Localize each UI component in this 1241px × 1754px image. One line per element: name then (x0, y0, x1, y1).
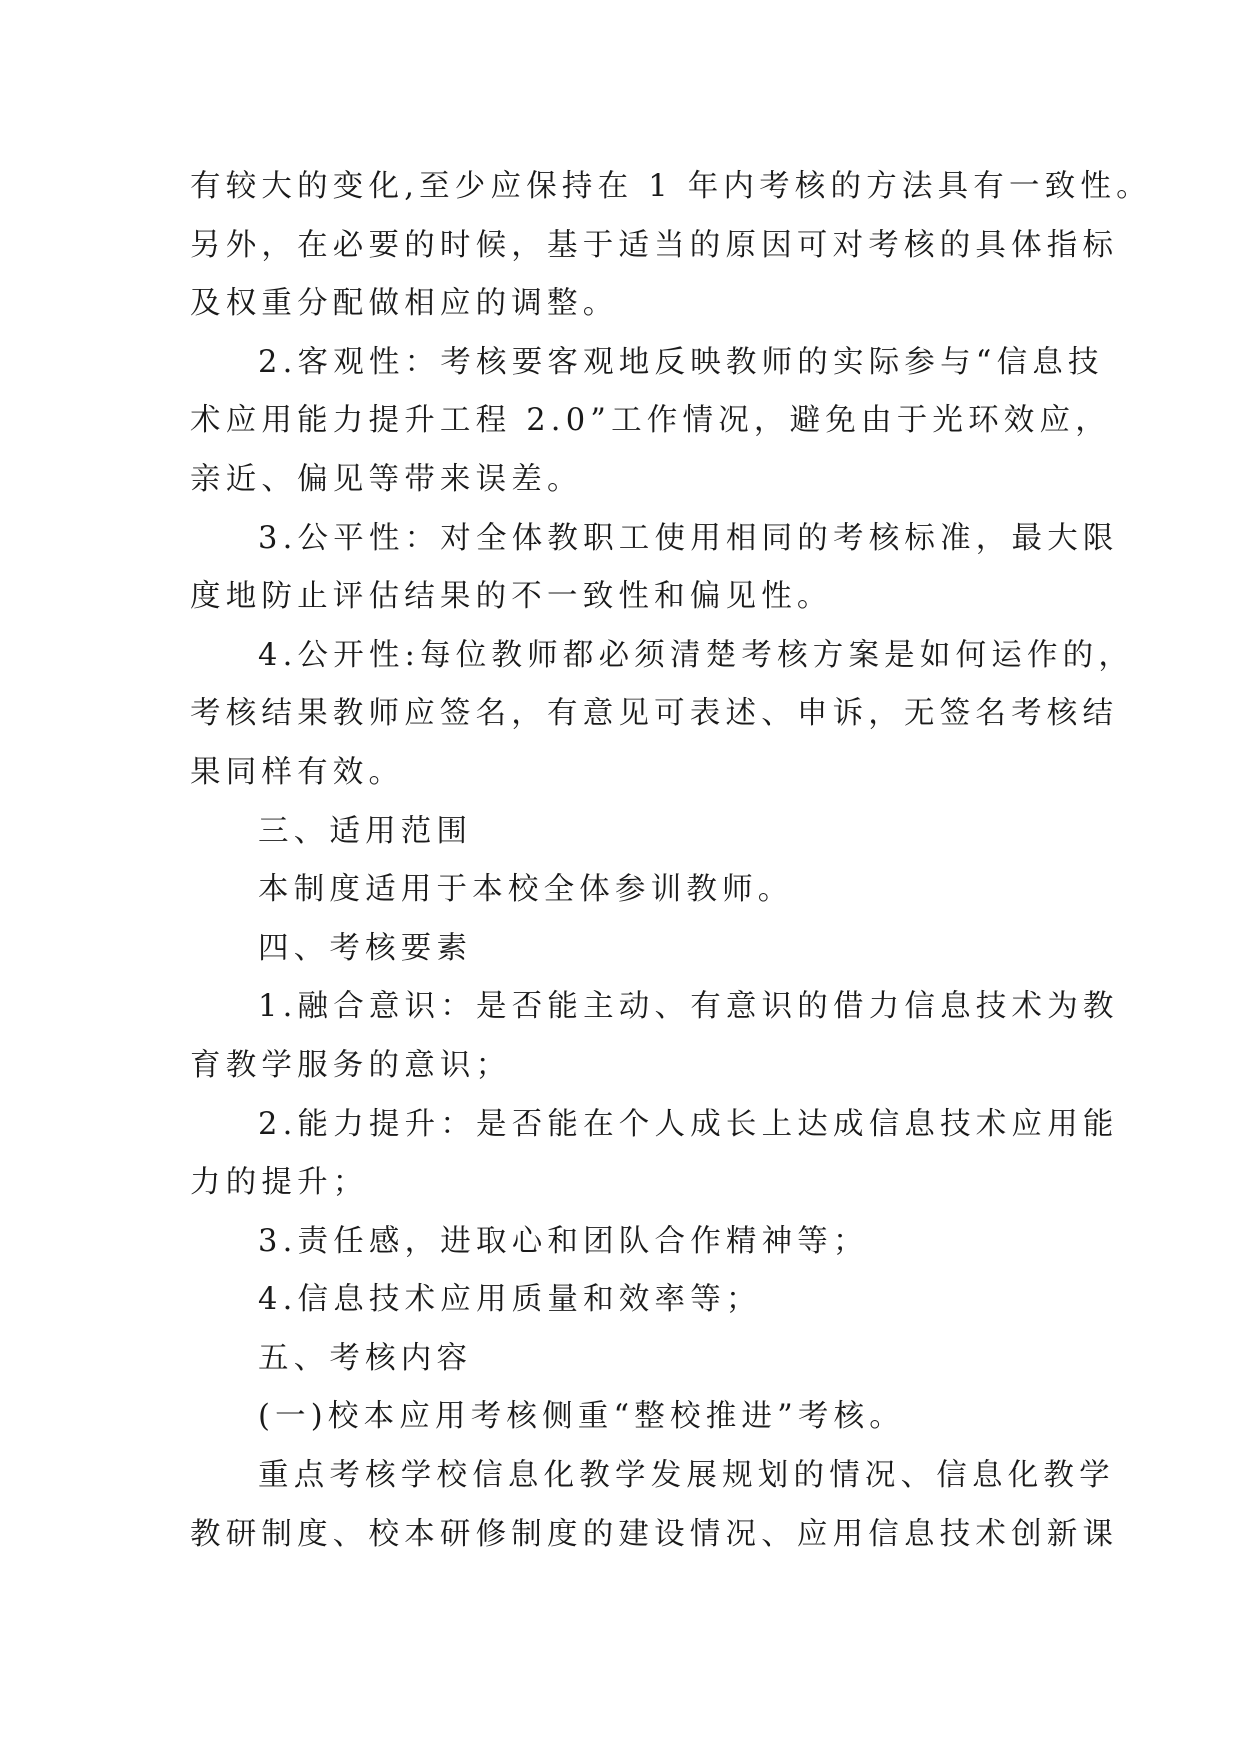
list-item-fairness: 3.公平性：对全体教职工使用相同的考核标准，最大限 (258, 520, 1119, 556)
section-heading-elements: 四、考核要素 (258, 930, 473, 966)
body-text-line: 有较大的变化,至少应保持在 1 年内考核的方法具有一致性。 (190, 169, 1152, 204)
body-text-line: 果同样有效。 (190, 754, 405, 790)
section-heading-scope: 三、适用范围 (258, 813, 473, 849)
body-text-line: 及权重分配做相应的调整。 (190, 286, 619, 322)
body-text-line: 力的提升； (190, 1165, 369, 1201)
list-item-ability: 2.能力提升：是否能在个人成长上达成信息技术应用能 (258, 1106, 1119, 1142)
list-item-objectivity: 2.客观性：考核要客观地反映教师的实际参与“信息技 (258, 344, 1104, 380)
body-text-line: 本制度适用于本校全体参训教师。 (258, 872, 794, 908)
section-heading-content: 五、考核内容 (258, 1340, 473, 1376)
list-item-responsibility: 3.责任感，进取心和团队合作精神等； (258, 1223, 869, 1259)
document-body (190, 158, 1152, 1564)
body-text-line: 另外，在必要的时候，基于适当的原因可对考核的具体指标 (190, 227, 1119, 263)
body-text-line: 度地防止评估结果的不一致性和偏见性。 (190, 579, 833, 615)
body-text-line: 重点考核学校信息化教学发展规划的情况、信息化教学 (258, 1458, 1115, 1494)
body-text-line: 考核结果教师应签名，有意见可表述、申诉，无签名考核结 (190, 696, 1119, 732)
body-text-line: 术应用能力提升工程 2.0”工作情况，避免由于光环效应， (190, 403, 1111, 439)
list-item-integration: 1.融合意识：是否能主动、有意识的借力信息技术为教 (258, 989, 1119, 1025)
body-text-line: 亲近、偏见等带来误差。 (190, 461, 583, 497)
subsection-heading: (一)校本应用考核侧重“整校推进”考核。 (258, 1399, 905, 1435)
list-item-openness: 4.公开性:每位教师都必须清楚考核方案是如何运作的， (258, 637, 1135, 673)
list-item-quality: 4.信息技术应用质量和效率等； (258, 1282, 762, 1318)
body-text-line: 教研制度、校本研修制度的建设情况、应用信息技术创新课 (190, 1516, 1119, 1552)
body-text-line: 育教学服务的意识； (190, 1047, 512, 1083)
